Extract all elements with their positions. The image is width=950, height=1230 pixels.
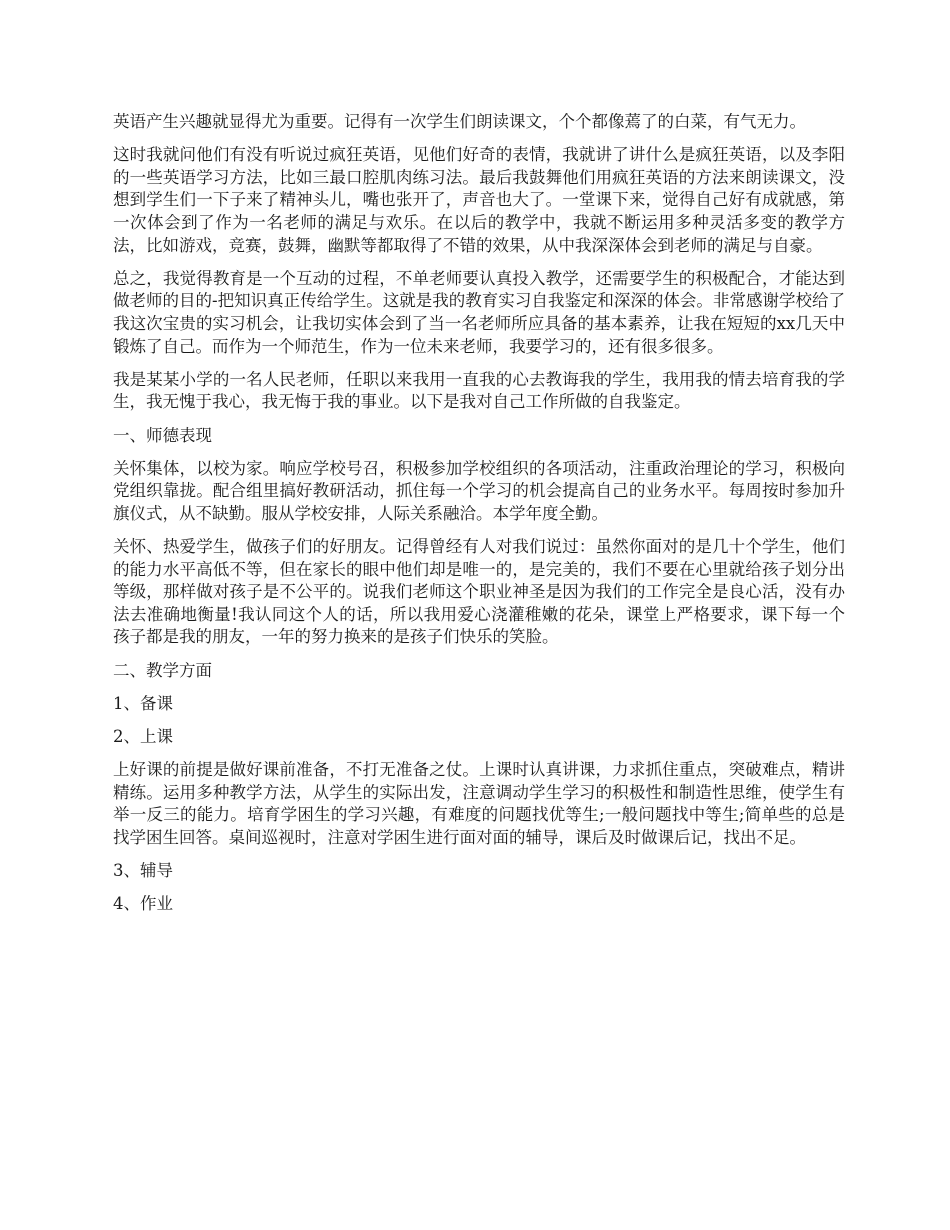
section-heading-teaching: 二、教学方面: [113, 660, 212, 680]
subheading-lesson-prep: 1、备课: [113, 693, 173, 713]
document-body: [113, 111, 845, 927]
subheading-class: 2、上课: [113, 727, 173, 746]
subheading-tutoring: 3、辅导: [113, 861, 173, 881]
paragraph-crazy-english: 这时我就问他们有没有听说过疯狂英语，见他们好奇的表情，我就讲了讲什么是疯狂英语，以及李阳的一些英语学习方法，比如三最口腔肌肉练习法。最后我鼓舞他们用疯狂英语的方法来朗读课文，没想到学生们一下子来了精神头儿，嘴也张开了，声音也大了。一堂课下来，觉得自己好有成就感，第一次体会到了作为一名老师的满足与欢乐。在以后的教学中，我就不断运用多种灵活多变的教学方法，比如游戏，竞赛，鼓舞，幽默等都取得了不错的效果，从中我深深体会到老师的满足与自豪。: [113, 145, 845, 255]
subheading-homework: 4、作业: [113, 894, 173, 914]
paragraph-care-students: 关怀、热爱学生，做孩子们的好朋友。记得曾经有人对我们说过：虽然你面对的是几十个学生，他们的能力水平高低不等，但在家长的眼中他们却是唯一的，是完美的，我们不要在心里就给孩子划分出等级，那样做对孩子是不公平的。说我们老师这个职业神圣是因为我们的工作完全是良心活，没有办法去准确地衡量!我认同这个人的话，所以我用爱心浇灌稚嫩的花朵，课堂上严格要求，课下每一个孩子都是我的朋友，一年的努力换来的是孩子们快乐的笑脸。: [113, 537, 845, 647]
paragraph-interest: 英语产生兴趣就显得尤为重要。记得有一次学生们朗读课文，个个都像蔫了的白菜，有气无力。: [113, 112, 806, 131]
paragraph-collective: 关怀集体，以校为家。响应学校号召，积极参加学校组织的各项活动，注重政治理论的学习，积极向党组织靠拢。配合组里搞好教研活动，抓住每一个学习的机会提高自己的业务水平。每周按时参加升旗仪式，从不缺勤。服从学校安排，人际关系融洽。本学年度全勤。: [113, 458, 845, 523]
paragraph-self-intro: 我是某某小学的一名人民老师，任职以来我用一直我的心去教诲我的学生，我用我的情去培育我的学生，我无愧于我心，我无悔于我的事业。以下是我对自己工作所做的自我鉴定。: [113, 369, 845, 412]
paragraph-summary: 总之，我觉得教育是一个互动的过程，不单老师要认真投入教学，还需要学生的积极配合，才能达到做老师的目的-把知识真正传给学生。这就是我的教育实习自我鉴定和深深的体会。非常感谢学校给了我这次宝贵的实习机会，让我切实体会到了当一名老师所应具备的基本素养，让我在短短的xx几天中锻炼了自己。而作为一个师范生，作为一位未来老师，我要学习的，还有很多很多。: [113, 268, 845, 356]
paragraph-class-details: 上好课的前提是做好课前准备，不打无准备之仗。上课时认真讲课，力求抓住重点，突破难点，精讲精练。运用多种教学方法，从学生的实际出发，注意调动学生学习的积极性和制造性思维，使学生有举一反三的能力。培育学困生的学习兴趣，有难度的问题找优等生;一般问题找中等生;简单些的总是找学困生回答。桌间巡视时，注意对学困生进行面对面的辅导，课后及时做课后记，找出不足。: [113, 760, 845, 847]
section-heading-ethics: 一、师德表现: [113, 425, 212, 445]
